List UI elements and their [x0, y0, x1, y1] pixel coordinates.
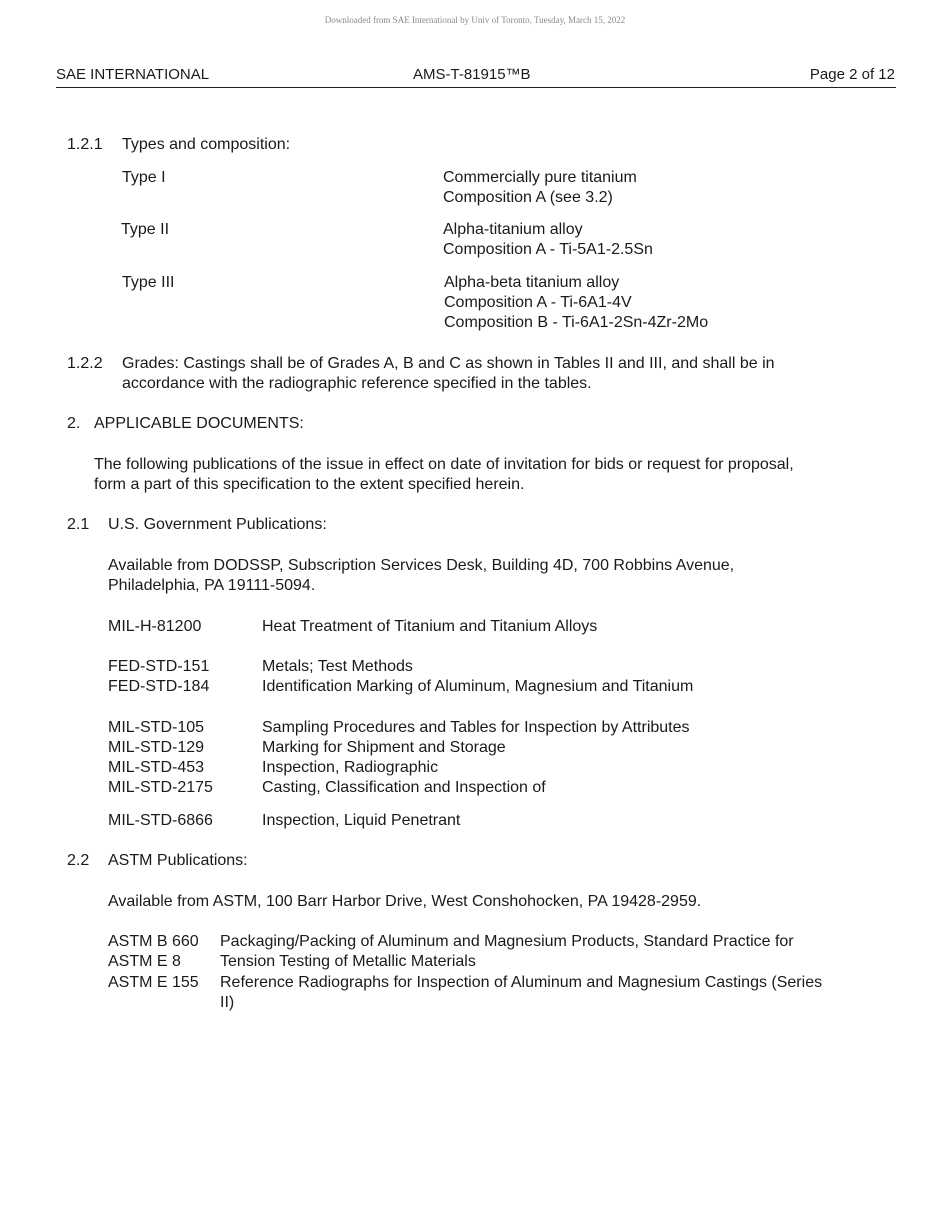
section-title: Types and composition: — [122, 136, 291, 153]
header-organization: SAE INTERNATIONAL — [56, 66, 210, 83]
document-title-continued: II) — [220, 994, 235, 1011]
document-code: ASTM B 660 — [108, 933, 199, 950]
document-code: ASTM E 155 — [108, 974, 199, 991]
type-description: Alpha-beta titanium alloy — [444, 274, 620, 291]
type-composition: Composition A (see 3.2) — [443, 189, 613, 206]
section-number: 2. — [67, 415, 81, 432]
document-title: Casting, Classification and Inspection of — [262, 779, 546, 796]
paragraph-line: The following publications of the issue in effect on date of invitation for bids or request for proposal, — [94, 456, 794, 473]
document-code: FED-STD-151 — [108, 658, 210, 675]
document-code: FED-STD-184 — [108, 678, 210, 695]
document-title: Metals; Test Methods — [262, 658, 413, 675]
section-number: 2.2 — [67, 852, 90, 869]
paragraph-line: accordance with the radiographic reference specified in the tables. — [122, 375, 592, 392]
document-title: Inspection, Liquid Penetrant — [262, 812, 461, 829]
document-title: Marking for Shipment and Storage — [262, 739, 506, 756]
type-description: Commercially pure titanium — [443, 169, 637, 186]
header-rule — [56, 87, 896, 88]
header-page-number: Page 2 of 12 — [809, 66, 895, 83]
document-code: MIL-STD-129 — [108, 739, 205, 756]
document-code: MIL-STD-105 — [108, 719, 205, 736]
document-title: Packaging/Packing of Aluminum and Magnesium Products, Standard Practice for — [220, 933, 794, 950]
type-composition: Composition A - Ti-6A1-4V — [444, 294, 632, 311]
document-title: Tension Testing of Metallic Materials — [220, 953, 476, 970]
paragraph-line: form a part of this specification to the extent specified herein. — [94, 476, 525, 493]
document-title: Reference Radiographs for Inspection of Aluminum and Magnesium Castings (Series — [220, 974, 823, 991]
document-title: Sampling Procedures and Tables for Inspection by Attributes — [262, 719, 690, 736]
paragraph-line: Grades: Castings shall be of Grades A, B and C as shown in Tables II and III, and shall be in — [122, 355, 775, 372]
paragraph-line: Philadelphia, PA 19111-5094. — [108, 577, 316, 594]
section-title: ASTM Publications: — [108, 852, 248, 869]
download-watermark: Downloaded from SAE International by Univ of Toronto, Tuesday, March 15, 2022 — [324, 15, 626, 25]
document-title: Identification Marking of Aluminum, Magnesium and Titanium — [262, 678, 694, 695]
document-code: MIL-STD-453 — [108, 759, 205, 776]
section-number: 1.2.1 — [67, 136, 103, 153]
document-title: Inspection, Radiographic — [262, 759, 439, 776]
type-label: Type I — [122, 169, 166, 186]
document-code: MIL-STD-2175 — [108, 779, 213, 796]
type-label: Type II — [121, 221, 170, 238]
document-code: ASTM E 8 — [108, 953, 181, 970]
document-code: MIL-STD-6866 — [108, 812, 213, 829]
type-description: Alpha-titanium alloy — [443, 221, 583, 238]
section-title: APPLICABLE DOCUMENTS: — [94, 415, 304, 432]
type-label: Type III — [122, 274, 175, 291]
section-number: 1.2.2 — [67, 355, 103, 372]
type-composition: Composition A - Ti-5A1-2.5Sn — [443, 241, 653, 258]
document-code: MIL-H-81200 — [108, 618, 202, 635]
paragraph-line: Available from DODSSP, Subscription Services Desk, Building 4D, 700 Robbins Avenue, — [108, 557, 735, 574]
header-document-number: AMS-T-81915™B — [413, 66, 531, 83]
section-title: U.S. Government Publications: — [108, 516, 327, 533]
document-title: Heat Treatment of Titanium and Titanium Alloys — [262, 618, 598, 635]
type-composition: Composition B - Ti-6A1-2Sn-4Zr-2Mo — [444, 314, 709, 331]
paragraph-line: Available from ASTM, 100 Barr Harbor Drive, West Conshohocken, PA 19428-2959. — [108, 893, 702, 910]
section-number: 2.1 — [67, 516, 90, 533]
